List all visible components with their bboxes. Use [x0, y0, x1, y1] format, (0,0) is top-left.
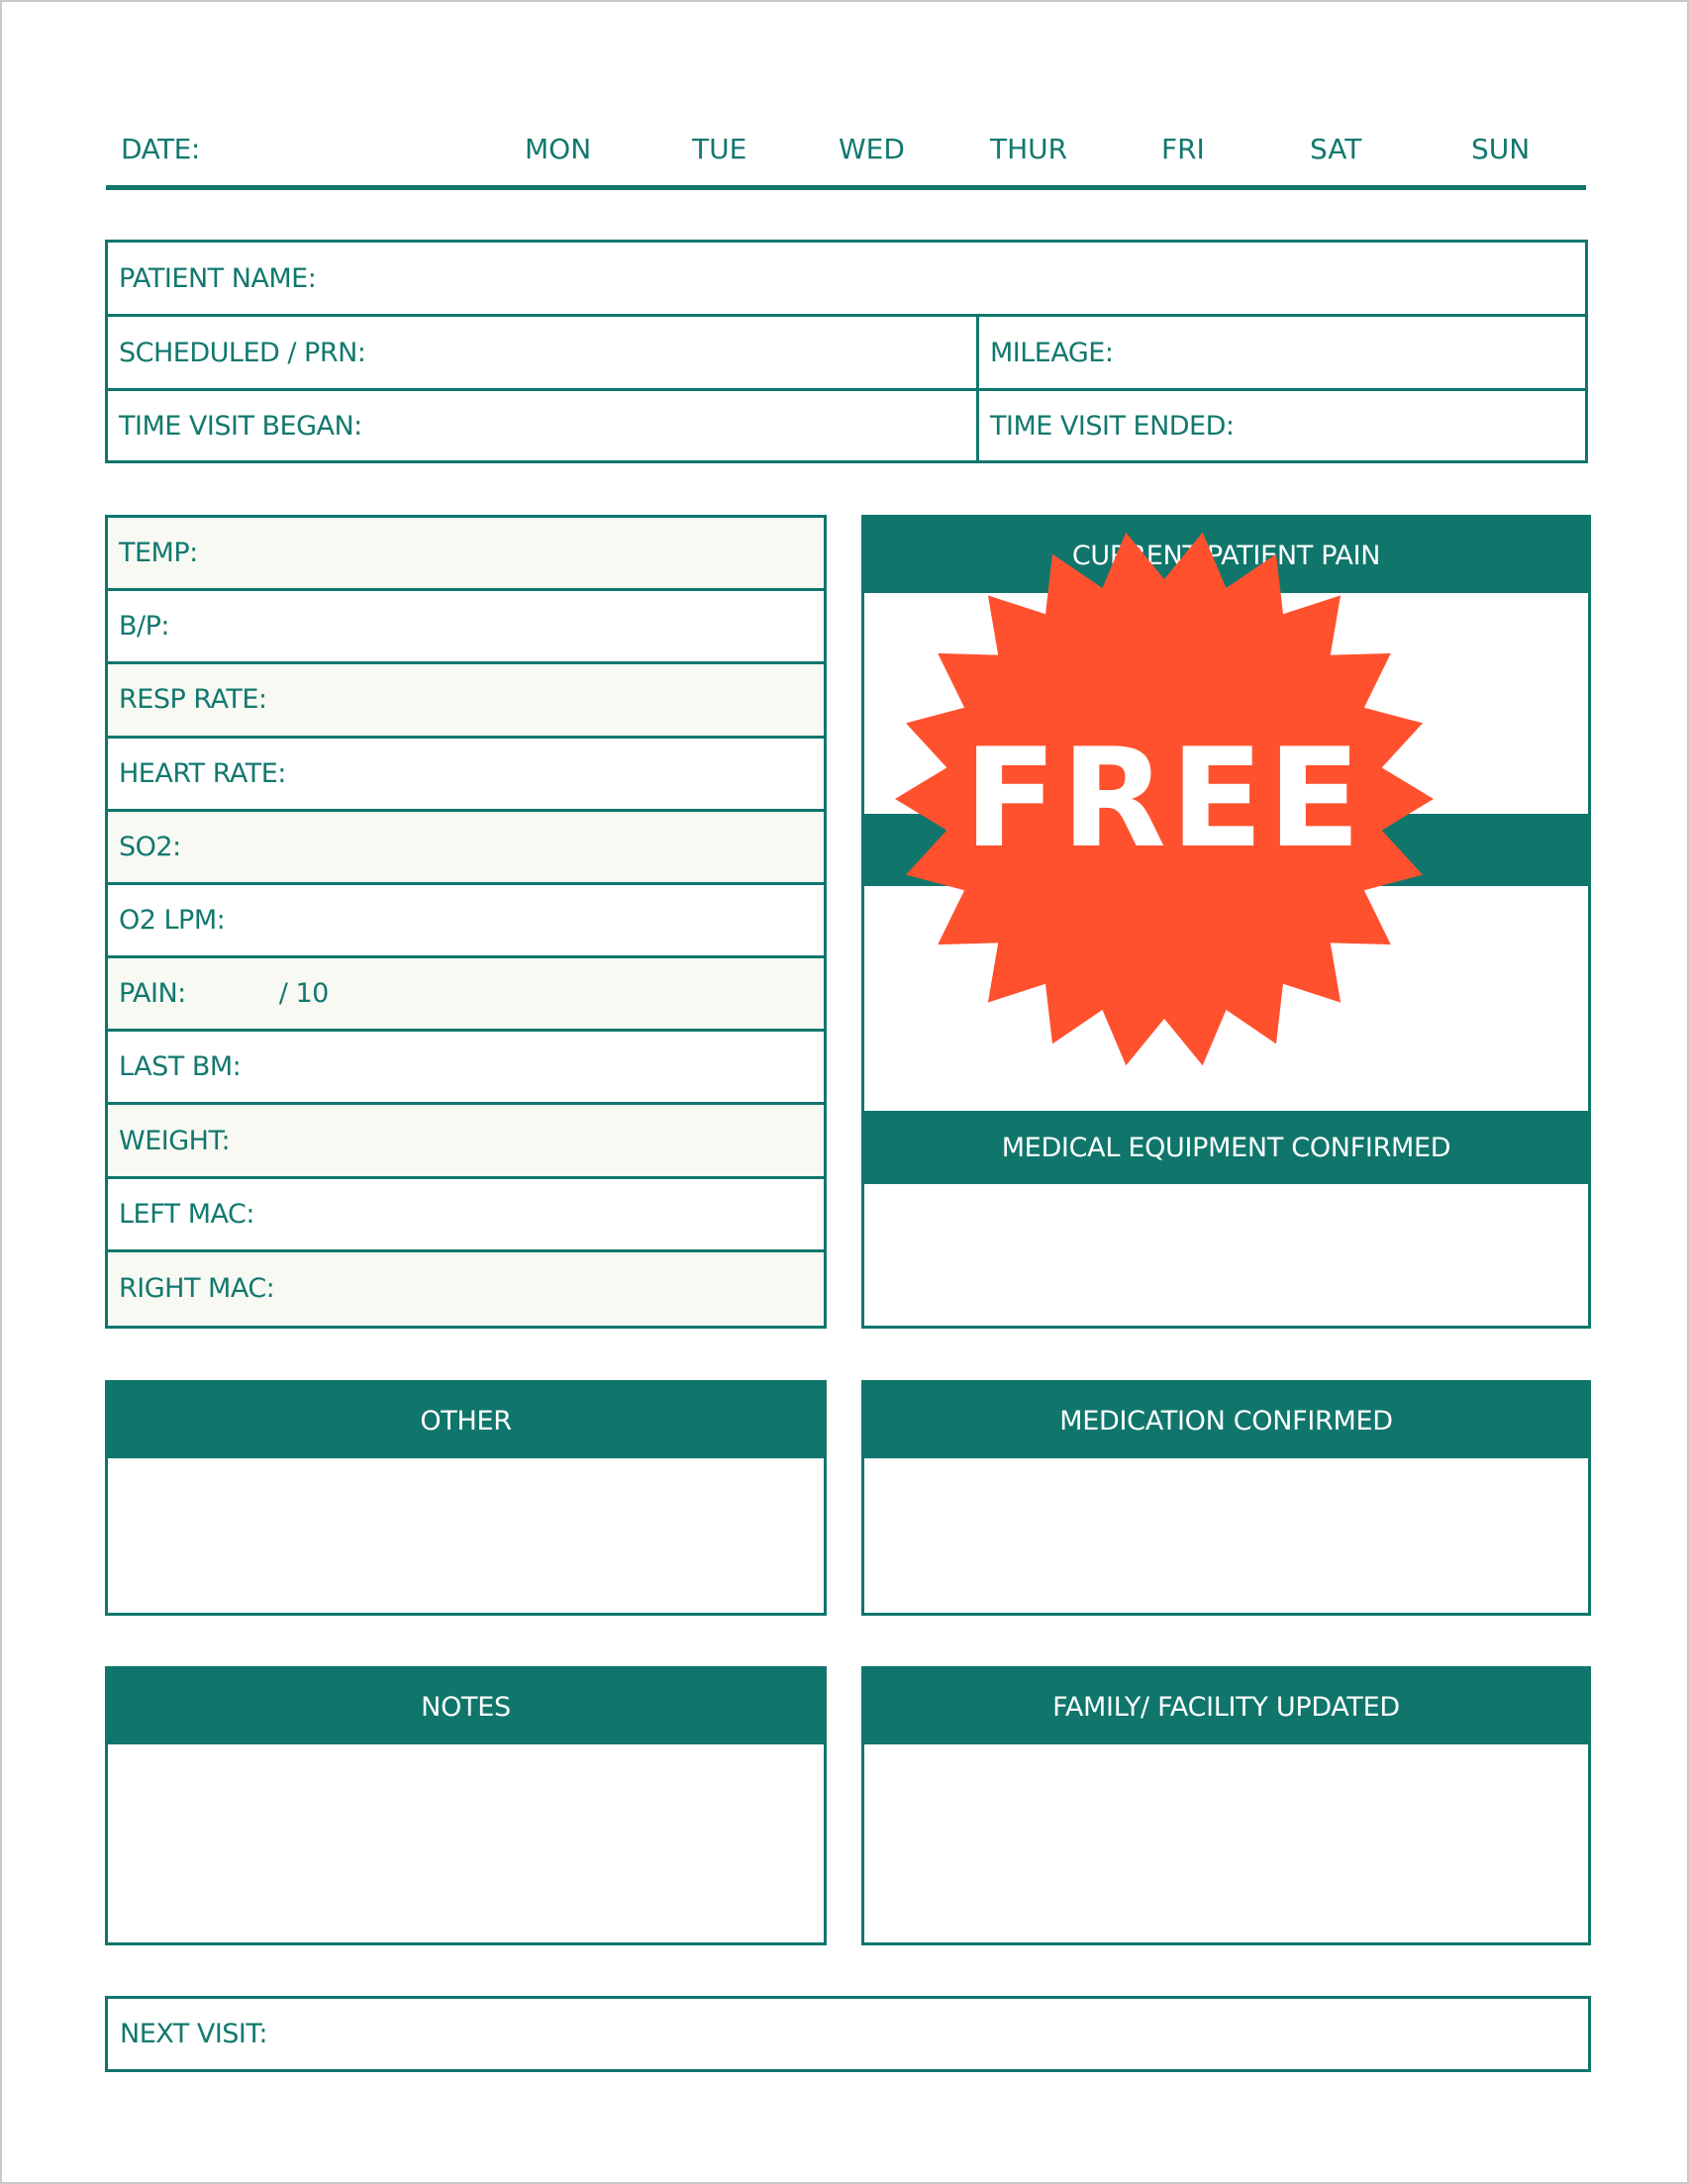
pain-scale-label: / 10	[278, 978, 329, 1010]
medication-header: MEDICATION CONFIRMED	[864, 1383, 1588, 1458]
free-badge-icon	[873, 517, 1457, 1071]
vital-label: RIGHT MAC:	[119, 1273, 275, 1305]
medication-section[interactable]	[861, 1380, 1591, 1616]
vital-label: O2 LPM:	[119, 904, 226, 936]
day-fri[interactable]: FRI	[1161, 133, 1205, 165]
day-wed[interactable]: WED	[839, 133, 905, 165]
vital-label: LEFT MAC:	[119, 1198, 254, 1230]
vital-label: WEIGHT:	[119, 1125, 231, 1156]
time-began-field[interactable]	[108, 391, 979, 460]
vitals-table	[105, 515, 827, 1329]
next-visit-field[interactable]	[105, 1996, 1591, 2072]
free-badge-text: FREE	[963, 719, 1365, 878]
other-section[interactable]	[105, 1380, 827, 1616]
vital-row-temp[interactable]	[108, 518, 824, 591]
vital-row-last-bm[interactable]	[108, 1032, 824, 1105]
mileage-field[interactable]	[979, 338, 1113, 368]
time-began-label: TIME VISIT BEGAN:	[119, 410, 362, 442]
scheduled-field[interactable]	[108, 317, 979, 388]
vital-label: B/P:	[119, 611, 169, 643]
patient-info-table	[105, 240, 1588, 463]
vital-row-so2[interactable]	[108, 812, 824, 885]
patient-row-3	[108, 391, 1585, 460]
vital-label: HEART RATE:	[119, 757, 286, 789]
day-tue[interactable]: TUE	[692, 133, 747, 165]
scheduled-label: SCHEDULED / PRN:	[119, 337, 366, 368]
vital-label: RESP RATE:	[119, 684, 267, 716]
day-sat[interactable]: SAT	[1310, 133, 1362, 165]
day-thur[interactable]: THUR	[990, 133, 1068, 165]
patient-row-2	[108, 317, 1585, 391]
notes-section[interactable]	[105, 1666, 827, 1945]
notes-header: NOTES	[108, 1669, 824, 1744]
header-divider	[106, 185, 1586, 190]
day-sun[interactable]: SUN	[1471, 133, 1531, 165]
patient-name-label: PATIENT NAME:	[119, 262, 317, 294]
equipment-header: MEDICAL EQUIPMENT CONFIRMED	[864, 1111, 1588, 1184]
vital-row-b-p[interactable]	[108, 591, 824, 664]
vital-row-resp-rate[interactable]	[108, 664, 824, 738]
patient-name-field[interactable]	[108, 243, 1585, 317]
family-header: FAMILY/ FACILITY UPDATED	[864, 1669, 1588, 1744]
mileage-label: MILEAGE:	[990, 337, 1114, 368]
vital-row-heart-rate[interactable]	[108, 739, 824, 812]
vital-row-left-mac[interactable]	[108, 1179, 824, 1252]
family-section[interactable]	[861, 1666, 1591, 1945]
time-ended-label: TIME VISIT ENDED:	[990, 410, 1235, 442]
pain-header: CURRENT PATIENT PAIN	[864, 518, 1588, 593]
day-mon[interactable]: MON	[525, 133, 592, 165]
other-header: OTHER	[108, 1383, 824, 1458]
time-ended-field[interactable]	[979, 411, 1235, 442]
vital-row-o2-lpm[interactable]	[108, 885, 824, 958]
vital-row-pain[interactable]	[108, 958, 824, 1032]
vital-label: LAST BM:	[119, 1051, 242, 1083]
vital-label: PAIN:	[119, 978, 186, 1010]
vital-row-right-mac[interactable]	[108, 1252, 824, 1326]
vital-label: SO2:	[119, 831, 181, 862]
date-label: DATE:	[121, 133, 200, 165]
next-visit-label: NEXT VISIT:	[120, 2019, 268, 2049]
vital-row-weight[interactable]	[108, 1105, 824, 1178]
vital-label: TEMP:	[119, 538, 198, 569]
